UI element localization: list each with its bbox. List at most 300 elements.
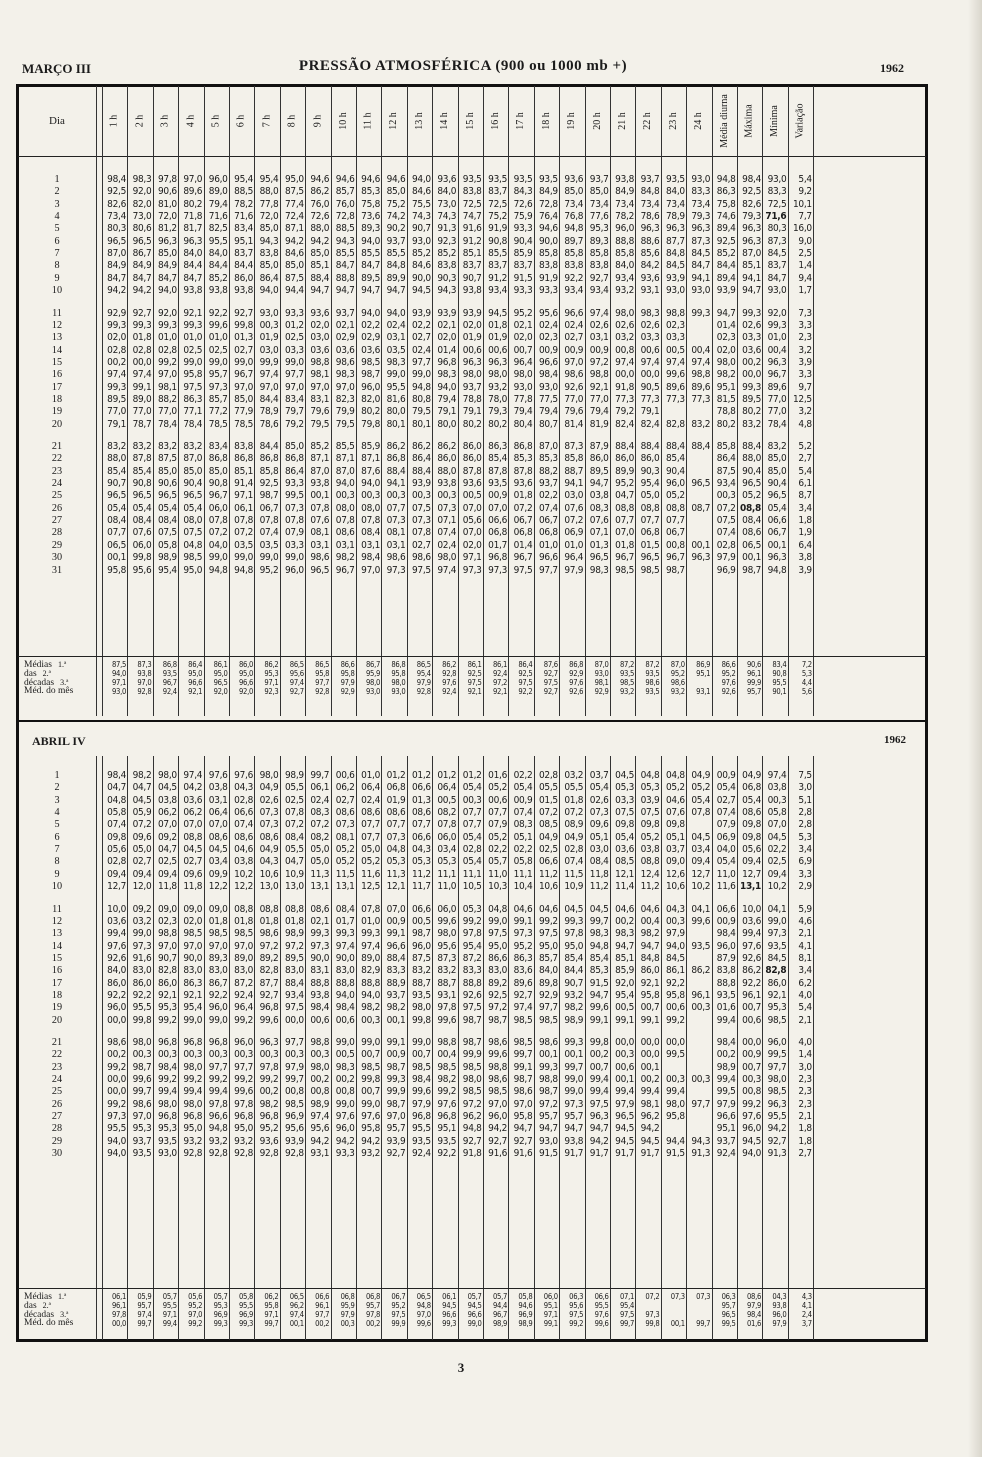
table-cell: 83,3 [767,186,787,198]
table-cell: 05,2 [742,490,761,502]
table-cell: 07,0 [462,502,482,514]
table-cell: 85,8 [716,441,736,452]
table-cell: 85,8 [538,248,558,260]
table-cell: 05,0 [310,856,330,868]
table-cell: 98,0 [767,1074,787,1086]
table-cell: 84,4 [183,260,203,272]
table-cell: 91,4 [234,478,253,490]
medias-cell: 86,8 [391,660,406,669]
table-cell: 97,6 [335,1111,355,1123]
table-cell: 85,2 [310,441,330,452]
table-row [18,869,926,881]
day-number: 9 [54,868,60,880]
table-cell: 80,1 [411,418,431,430]
table-cell: 00,3 [284,1049,304,1061]
medias-cell: 08,6 [746,1292,761,1301]
table-cell: 03,0 [310,332,330,344]
table-cell: 07,1 [437,515,457,527]
table-cell: 01,3 [589,539,609,551]
table-cell: 85,2 [437,248,457,260]
table-cell: 97,2 [259,940,279,952]
table-cell: 93,2 [488,381,507,393]
table-cell: 99,2 [538,915,558,927]
table-cell: 95,8 [513,1111,533,1123]
table-row [18,174,926,186]
table-cell: 93,1 [640,285,660,297]
medias-cell: 86,1 [492,660,507,669]
table-cell: 87,3 [767,235,787,247]
table-cell: 03,1 [208,794,228,806]
table-cell: 92,7 [132,307,152,319]
table-cell: 84,5 [665,952,685,964]
table-cell: 80,3 [767,223,787,235]
table-cell: 02,1 [513,319,533,331]
table-cell: 00,9 [564,344,584,356]
table-cell: 04,8 [386,844,406,856]
medias-cell: 07,1 [619,1292,634,1301]
medias-cell: 00,3 [340,1319,355,1328]
table-cell: 01,8 [615,539,634,551]
table-cell: 96,3 [640,223,660,235]
table-cell: 96,6 [538,552,558,564]
table-cell: 96,7 [615,552,634,564]
table-cell: 93,0 [411,235,431,247]
table-cell: 2,3 [798,1074,812,1086]
table-cell: 97,4 [437,564,457,576]
table-cell: 08,5 [538,819,558,831]
table-cell: 96,0 [716,940,736,952]
table-cell: 98,9 [564,1014,584,1026]
table-cell: 99,2 [234,1074,253,1086]
table-cell: 97,3 [488,564,507,576]
table-cell: 85,5 [335,441,355,452]
table-cell: 96,3 [691,552,711,564]
table-cell: 91,8 [462,1148,482,1160]
table-cell: 84,6 [411,186,431,198]
table-cell: 00,2 [615,915,634,927]
table-cell: 71,6 [765,211,787,223]
table-cell: 07,8 [361,903,380,915]
table-cell: 07,3 [259,807,279,819]
table-cell: 93,5 [665,174,685,185]
table-cell: 06,6 [538,856,558,868]
table-cell: 00,3 [234,1049,253,1061]
table-cell: 86,8 [208,453,228,465]
table-cell: 85,4 [665,453,685,465]
medias-cell: 99,3 [213,1319,228,1328]
table-cell: 92,1 [183,307,203,319]
table-cell: 96,8 [183,1037,203,1048]
table-cell: 12,5 [361,881,380,893]
table-cell: 07,6 [665,807,685,819]
table-cell: 01,9 [259,332,279,344]
table-cell: 79,4 [513,406,533,418]
table-cell: 01,2 [386,770,406,781]
table-cell: 85,0 [157,465,177,477]
table-cell: 6,1 [798,478,812,490]
table-cell: 97,7 [538,564,558,576]
table-cell: 94,7 [361,285,380,297]
page-header [22,58,904,80]
medias-cell: 98,0 [391,678,406,687]
table-cell: 93,8 [208,285,228,297]
table-cell: 95,5 [107,1123,126,1135]
table-row [18,819,926,831]
table-cell: 94,0 [259,285,279,297]
table-cell: 82,8 [665,418,685,430]
table-cell: 02,5 [538,844,558,856]
table-cell: 00,7 [411,1049,431,1061]
table-cell: 00,2 [107,356,126,368]
table-cell: 98,2 [640,928,660,940]
table-cell: 07,4 [513,807,533,819]
table-cell: 83,3 [462,965,482,977]
table-cell: 96,0 [208,174,228,185]
table-cell: 99,7 [513,1049,533,1061]
table-cell: 83,3 [691,186,711,198]
table-cell: 99,1 [132,381,152,393]
table-cell: 86,3 [716,186,736,198]
table-cell: 04,9 [259,782,279,794]
table-cell: 98,0 [132,1037,152,1048]
table-cell: 00,6 [462,344,482,356]
table-cell: 99,0 [284,552,304,564]
medias-label-text: Médias [24,1292,52,1302]
table-cell: 04,5 [157,782,177,794]
table-cell: 88,0 [259,186,279,198]
table-cell: 07,2 [538,807,558,819]
medias-cell: 86,0 [238,660,253,669]
table-cell: 99,6 [437,915,457,927]
table-cell: 13,1 [740,881,761,893]
table-cell: 98,2 [564,1002,584,1014]
table-cell: 04,7 [615,490,634,502]
table-cell: 07,9 [716,819,736,831]
table-cell: 82,5 [208,223,228,235]
table-cell: 02,8 [716,539,736,551]
table-cell: 96,3 [488,356,507,368]
table-cell: 85,7 [538,952,558,964]
table-cell: 78,9 [665,211,685,223]
table-cell: 97,4 [107,369,126,381]
table-cell: 93,3 [513,285,533,297]
table-cell: 97,5 [513,564,533,576]
table-cell: 95,0 [488,940,507,952]
table-cell: 84,9 [615,186,634,198]
table-cell: 83,7 [488,186,507,198]
table-cell: 08,2 [310,831,330,843]
table-cell: 79,5 [335,418,355,430]
table-cell: 79,1 [107,418,126,430]
table-cell: 1,8 [798,515,812,527]
table-cell: 93,8 [310,478,330,490]
table-cell: 11,6 [716,881,736,893]
table-cell: 00,1 [107,552,126,564]
medias-cell: 86,2 [264,660,279,669]
table-cell: 92,5 [488,989,507,1001]
table-cell: 94,3 [335,235,355,247]
table-cell: 98,5 [538,1014,558,1026]
table-cell: 02,7 [335,794,355,806]
day-number: 5 [54,223,60,235]
table-cell: 98,0 [411,1002,431,1014]
table-cell: 93,9 [411,478,431,490]
table-cell: 5,4 [798,174,812,185]
medias-cell: 97,9 [772,1319,787,1328]
table-cell: 87,5 [284,272,304,284]
table-cell: 85,0 [589,186,609,198]
table-cell: 89,0 [234,952,253,964]
table-cell: 08,8 [665,502,685,514]
table-cell: 2,8 [798,807,812,819]
table-cell: 94,0 [361,235,380,247]
medias-cell: 86,4 [188,660,203,669]
medias-cell: 95,0 [213,669,228,678]
table-cell: 81,9 [589,418,609,430]
table-cell: 93,5 [513,174,533,185]
table-cell: 03,3 [284,344,304,356]
table-cell: 99,8 [132,552,152,564]
table-cell: 11,2 [411,868,431,880]
table-cell: 03,6 [310,344,330,356]
table-cell: 97,1 [234,490,253,502]
table-cell: 84,4 [564,965,584,977]
day-number: 12 [51,319,63,331]
table-cell: 07,5 [640,807,660,819]
table-cell: 99,2 [665,1014,685,1026]
table-cell: 92,1 [183,989,203,1001]
medias-cell: 92,5 [467,669,482,678]
table-cell: 93,6 [462,478,482,490]
table-cell: 02,6 [640,319,660,331]
table-cell: 00,5 [665,344,685,356]
table-cell: 07,8 [259,515,279,527]
medias-cell: 86,8 [569,660,584,669]
table-cell: 94,0 [361,478,380,490]
table-cell: 11,5 [335,868,355,880]
table-cell: 87,1 [335,453,355,465]
medias-cell: 97,3 [645,1310,660,1319]
table-cell: 02,1 [437,319,457,331]
table-cell: 89,0 [132,393,152,405]
table-cell: 94,2 [488,1123,507,1135]
table-cell: 92,7 [589,272,609,284]
table-cell: 03,8 [157,794,177,806]
table-cell: 98,2 [437,1074,457,1086]
table-cell: 88,4 [691,441,711,452]
table-cell: 92,2 [564,272,584,284]
table-cell: 01,8 [564,794,584,806]
table-cell: 99,0 [183,356,203,368]
table-cell: 09,4 [691,856,711,868]
table-cell: 00,1 [640,1061,660,1073]
table-cell: 02,3 [538,332,558,344]
table-row [18,527,926,539]
table-cell: 94,2 [310,1135,330,1147]
table-cell: 00,3 [386,490,406,502]
table-row [18,453,926,465]
table-cell: 85,7 [208,393,228,405]
medias-cell: 96,6 [238,678,253,687]
table-cell: 96,8 [437,356,457,368]
table-cell: 94,8 [411,381,431,393]
day-number: 1 [54,770,60,781]
table-cell: 94,7 [310,285,330,297]
table-cell: 00,0 [640,1049,660,1061]
table-cell: 00,9 [716,770,736,781]
table-cell: 06,9 [564,527,584,539]
table-row [18,1086,926,1098]
table-cell: 06,1 [234,502,253,514]
table-cell: 94,7 [564,1123,584,1135]
table-cell: 88,4 [310,272,330,284]
table-cell: 95,2 [513,940,533,952]
table-cell: 01,4 [437,344,457,356]
table-cell: 92,7 [488,1135,507,1147]
medias-cell: 97,4 [289,1310,304,1319]
medias-cell: 97,8 [365,1310,380,1319]
table-cell: 02,0 [107,332,126,344]
table-cell: 05,4 [716,782,736,794]
table-cell: 91,3 [767,1148,787,1160]
table-cell: 02,1 [310,915,330,927]
table-cell: 07,7 [361,819,380,831]
table-cell: 07,8 [208,515,228,527]
table-cell: 72,6 [310,211,330,223]
table-cell: 84,6 [284,248,304,260]
table-cell: 87,0 [107,248,126,260]
table-cell: 98,7 [259,490,279,502]
table-cell: 97,3 [564,1098,584,1110]
table-cell: 85,3 [589,965,609,977]
medias-cell: 97,9 [746,1301,761,1310]
day-number: 7 [54,248,60,260]
table-cell: 98,5 [640,564,660,576]
table-cell: 77,0 [107,406,126,418]
table-row [18,285,926,297]
table-cell: 97,2 [538,1098,558,1110]
table-cell: 84,9 [538,186,558,198]
table-cell: 76,0 [310,198,330,210]
medias-cell: 99,3 [238,1319,253,1328]
table-cell: 99,3 [538,1061,558,1073]
table-cell: 86,3 [183,393,203,405]
table-cell: 10,0 [742,903,761,915]
table-cell: 97,3 [310,940,330,952]
table-cell: 99,4 [716,1074,736,1086]
table-cell: 72,8 [538,198,558,210]
table-cell: 97,7 [208,1061,228,1073]
table-cell: 88,7 [564,465,584,477]
day-number: 27 [51,1111,63,1123]
medias-cell: 05,7 [492,1292,507,1301]
day-number: 4 [54,211,60,223]
table-cell: 00,0 [665,1037,685,1048]
table-cell: 97,7 [284,1037,304,1048]
table-cell: 77,0 [589,393,609,405]
table-cell: 94,0 [742,1148,761,1160]
table-cell: 07,8 [284,515,304,527]
table-cell: 84,7 [157,272,177,284]
table-cell: 97,4 [767,770,787,781]
table-cell: 05,4 [462,782,482,794]
table-cell: 87,7 [665,235,685,247]
table-cell: 4,0 [798,1037,812,1048]
table-cell: 05,6 [462,515,482,527]
table-cell: 93,6 [513,478,533,490]
table-cell: 92,5 [259,478,279,490]
table-cell: 97,0 [208,940,228,952]
table-cell: 4,0 [798,989,812,1001]
table-cell: 08,8 [640,502,660,514]
table-cell: 11,2 [640,881,660,893]
table-cell: 98,7 [462,1037,482,1048]
day-number: 28 [51,527,63,539]
table-row [18,248,926,260]
table-cell: 02,0 [462,319,482,331]
table-cell: 99,1 [640,1014,660,1026]
table-cell: 85,1 [234,465,253,477]
table-cell: 86,0 [640,965,660,977]
table-cell: 02,3 [157,915,177,927]
medias-cell: 98,9 [492,1319,507,1328]
table-cell: 77,5 [538,393,558,405]
medias-label-text: das [24,669,37,679]
medias-cell: 87,2 [645,660,660,669]
medias-cell: 2,4 [801,1310,812,1319]
day-number: 20 [51,418,63,430]
table-cell: 00,0 [640,1037,660,1048]
column-header: 5 h [210,114,222,128]
table-cell: 82,4 [615,418,634,430]
table-cell: 03,6 [361,344,380,356]
table-cell: 95,2 [259,1123,279,1135]
table-cell: 97,0 [310,381,330,393]
table-cell: 01,9 [462,332,482,344]
table-cell: 98,7 [386,1098,406,1110]
table-cell: 80,1 [386,418,406,430]
medias-label-text: Méd. do mês [24,686,74,696]
table-row [18,1074,926,1086]
table-cell: 09,0 [208,903,228,915]
table-cell: 05,8 [513,856,533,868]
table-cell: 00,6 [488,344,507,356]
table-cell: 78,8 [716,406,736,418]
table-cell: 11,3 [310,868,330,880]
table-cell: 06,4 [437,782,457,794]
table-cell: 96,4 [564,552,584,564]
medias-cell: 93,5 [645,687,660,696]
table-cell: 98,8 [691,369,711,381]
table-cell: 99,8 [234,319,253,331]
table-cell: 98,7 [488,1014,507,1026]
table-cell: 01,8 [234,915,253,927]
table-cell: 00,6 [335,1014,355,1026]
table-cell: 01,7 [335,915,355,927]
table-cell: 94,7 [513,1123,533,1135]
table-cell: 06,6 [716,903,736,915]
table-cell: 93,8 [437,478,457,490]
table-cell: 93,5 [691,940,711,952]
medias-cell: 92,6 [721,687,736,696]
table-cell: 99,3 [564,1037,584,1048]
table-row [18,394,926,406]
medias-cell: 94,8 [416,1301,431,1310]
table-cell: 89,8 [538,977,558,989]
table-cell: 77,1 [183,406,203,418]
table-cell: 78,5 [234,418,253,430]
medias-cell: 87,2 [619,660,634,669]
